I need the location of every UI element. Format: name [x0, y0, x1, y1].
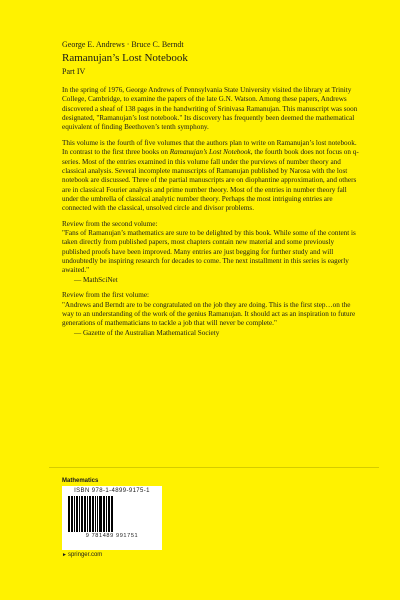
isbn-barcode — [62, 486, 162, 550]
volume-paragraph-start: This volume is the fourth of five volumes that the authors plan to write on Ramanujan’s lost notebook. In contrast to the first three books on — [62, 138, 357, 157]
book-title: Ramanujan’s Lost Notebook — [62, 52, 188, 64]
isbn-text: ISBN 978-1-4899-9175-1 — [74, 488, 150, 494]
volume-paragraph — [62, 139, 363, 214]
barcode-bars — [68, 496, 156, 532]
publisher-link[interactable] — [62, 552, 102, 558]
intro-paragraph: In the spring of 1976, George Andrews of Pennsylvania State University visited the library at Trinity College, Cambridge, to examine the papers of the late G.N. Watson. Among these papers, Andrews discovered a sheaf of 138 pages in the handwriting of Srinivasa Ramanujan. This manuscript was soon designated, "Ramanujan’s lost notebook." Its discovery has frequently been deemed the mathematical equivalent of finding Beethoven’s tenth symphony. — [62, 86, 358, 132]
volume-paragraph-end: , the fourth book does not focus on q-series. Most of the entries examined in this volume fall under the purviews of number theory and classical analysis. Several incomplete manuscripts of Ramanujan published by Narosa with the lost notebook are discussed. Three of the partial manuscripts are on diophantine approximation, and others are in classical Fourier analysis and prime number theory. Most of the entries in number theory fall under the umbrella of classical analytic number theory. Perhaps the most intriguing entries are connected with the classical, unsolved circle and divisor problems. — [62, 148, 359, 213]
authors: George E. Andrews · Bruce C. Berndt — [62, 40, 184, 49]
series-title-italic: Ramanujan’s Lost Notebook — [169, 148, 251, 157]
blurb — [62, 86, 363, 344]
review1-label: Review from the first volume: — [62, 291, 150, 300]
barcode-bar — [113, 496, 114, 532]
review2-label: Review from the second volume: — [62, 219, 158, 228]
review2-source: — MathSciNet — [74, 275, 118, 284]
review2-quote: "Fans of Ramanujan’s mathematics are sure to be delighted by this book. While some of the content is taken directly from published papers, most chapters contain new material and some previously published proofs have been improved. Many entries are just begging for further study and will undoubtedly be inspiring research for decades to come. The next installment in this series is eagerly awaited." — [62, 229, 356, 275]
review1-source: — Gazette of the Australian Mathematical Society — [74, 328, 220, 337]
publisher-label: springer.com — [67, 552, 103, 558]
barcode-digits: 9 781489 991751 — [85, 533, 139, 539]
subject-label: Mathematics — [62, 478, 99, 484]
divider — [49, 467, 379, 468]
arrow-icon: ► — [62, 552, 67, 558]
volume-part: Part IV — [62, 67, 86, 76]
review1-quote: "Andrews and Berndt are to be congratulated on the job they are doing. This is the first step…on the way to an understanding of the work of the genius Ramanujan. It should act as an inspiration to future generations of mathematicians to tackle a job that will never be complete." — [62, 300, 356, 328]
